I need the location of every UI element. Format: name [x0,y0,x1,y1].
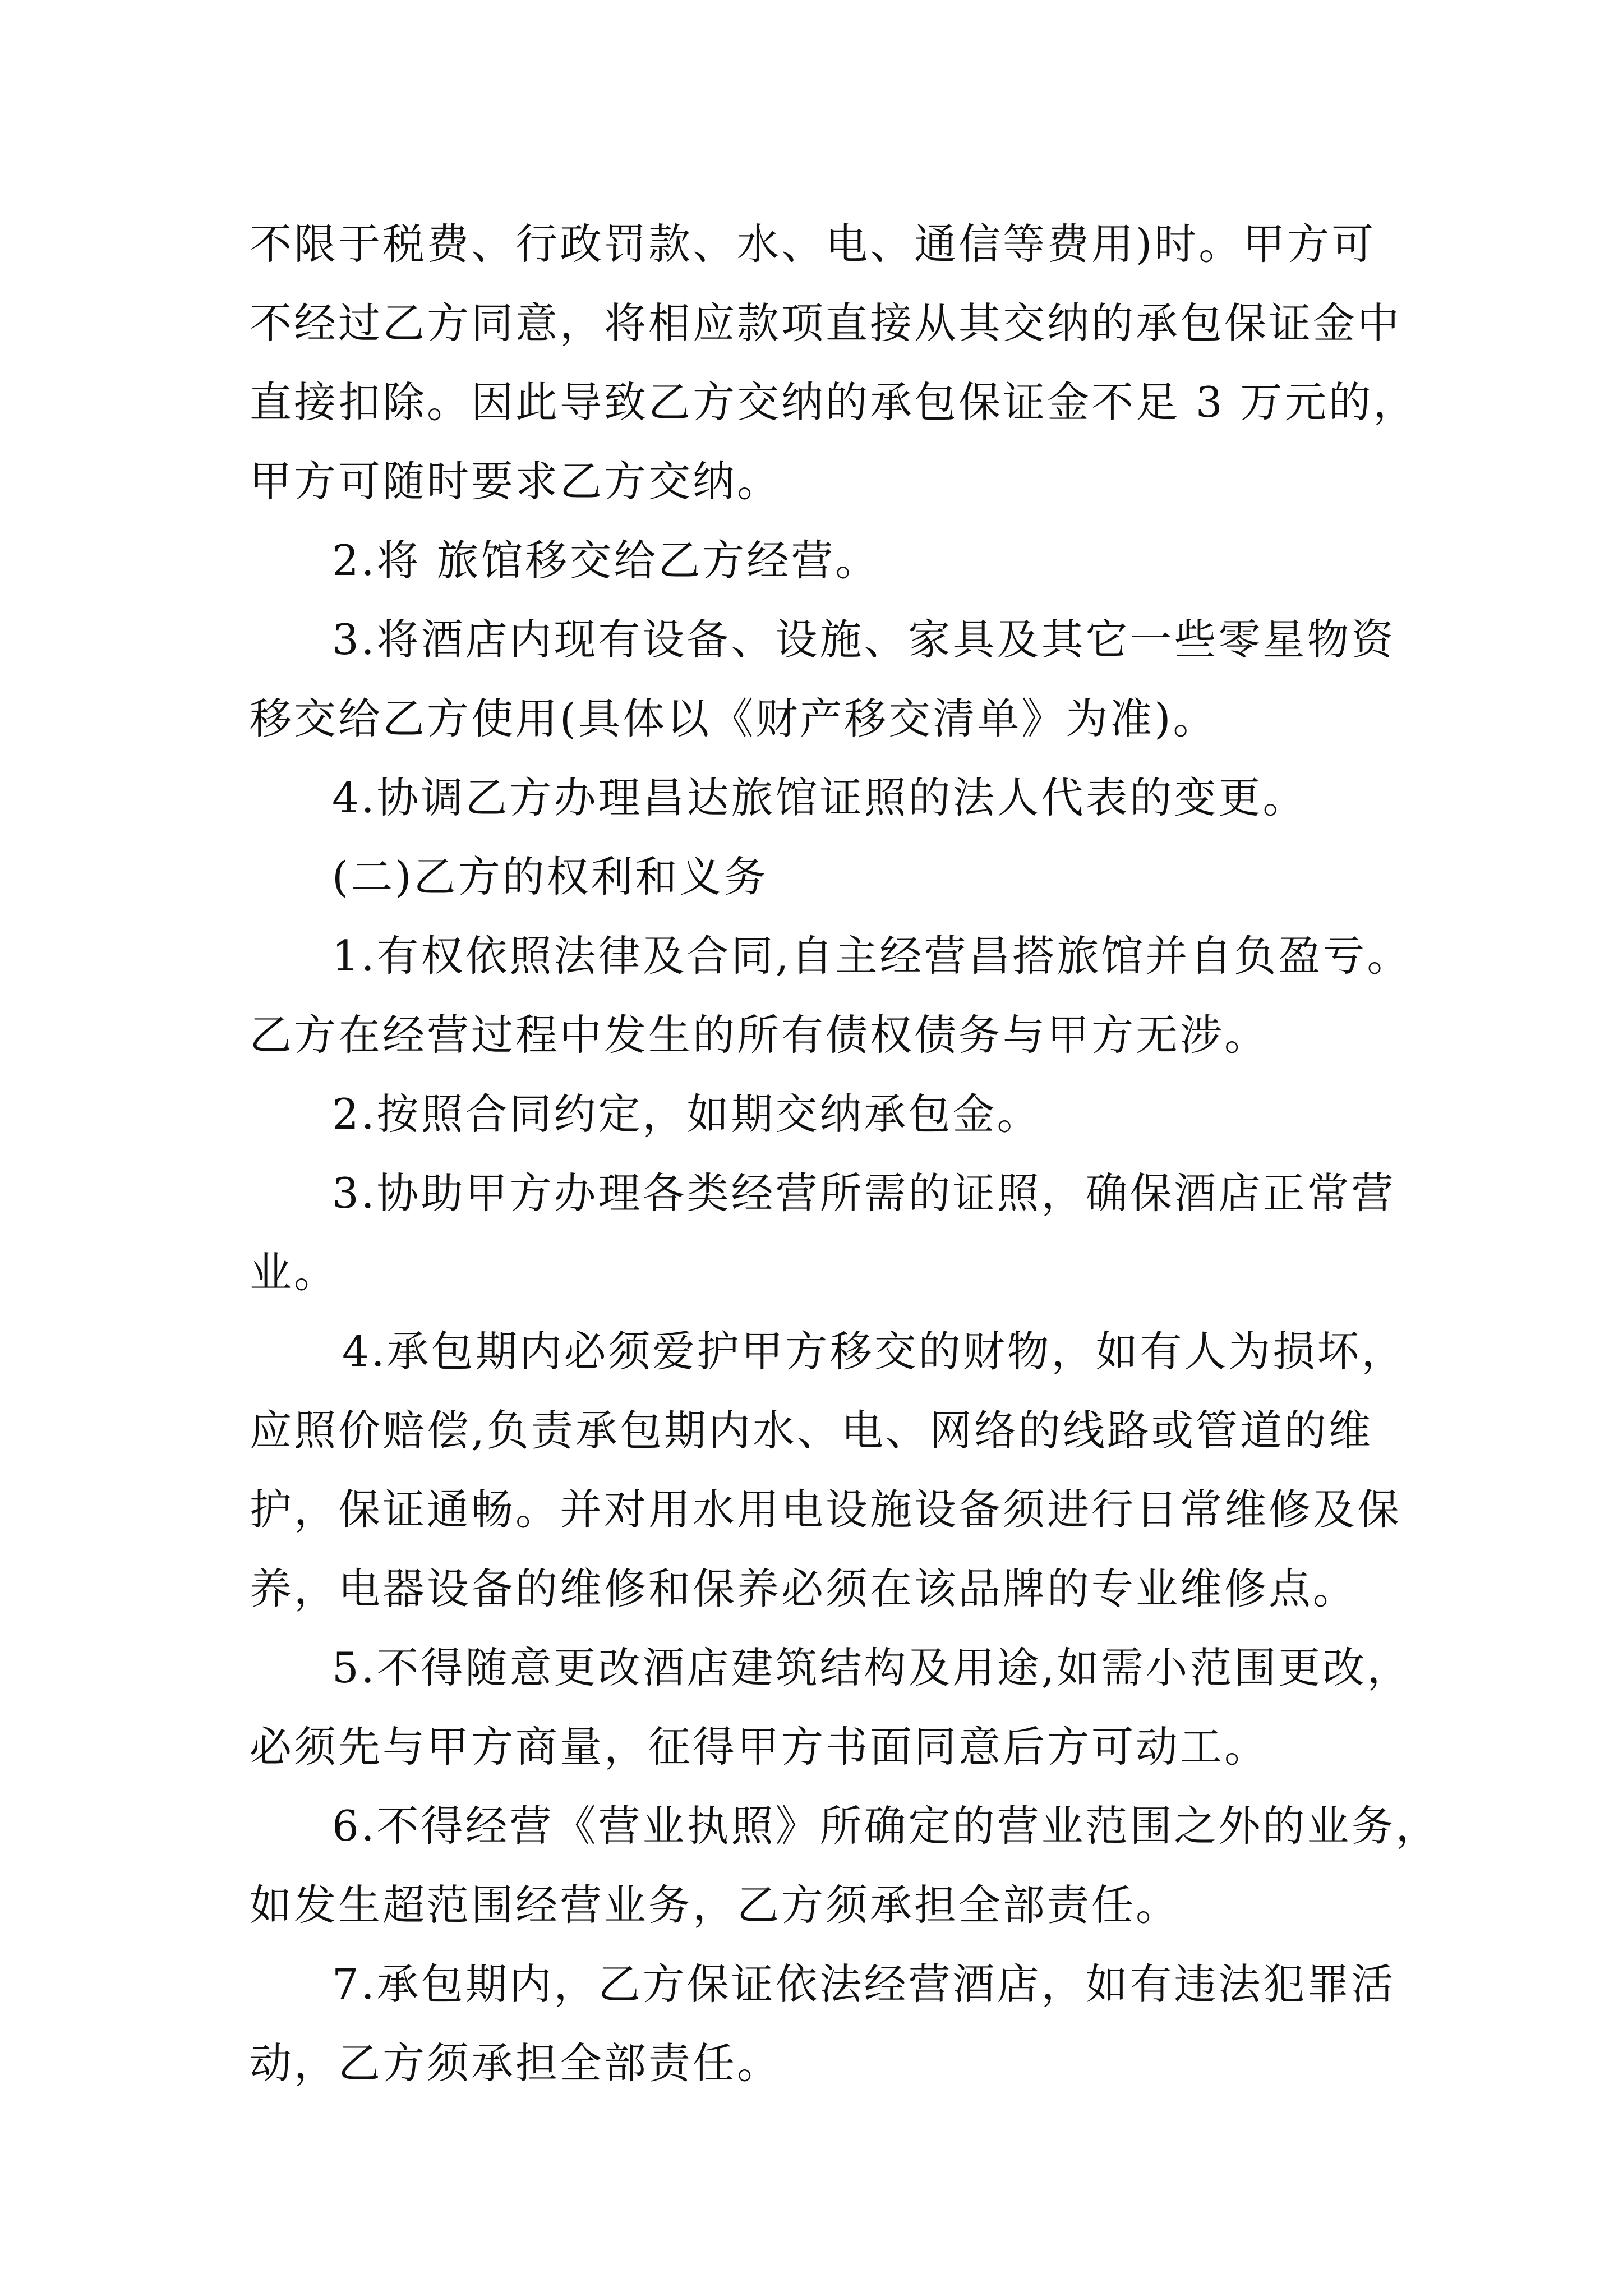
text-line: 移交给乙方使用(具体以《财产移交清单》为准)。 [250,694,1218,743]
text-line: 2.按照合同约定，如期交纳承包金。 [332,1089,1041,1139]
text-line: 不经过乙方同意，将相应款项直接从其交纳的承包保证金中 [250,298,1402,348]
text-line: 养，电器设备的维修和保养必须在该品牌的专业维修点。 [250,1564,1358,1613]
text-line: 业。 [250,1248,339,1297]
text-line: 4.协调乙方办理昌达旅馆证照的法人代表的变更。 [332,773,1307,822]
text-line: 1.有权依照法律及合同,自主经营昌搭旅馆并自负盈亏。 [332,931,1412,981]
text-line: 应照价赔偿,负责承包期内水、电、网络的线路或管道的维 [250,1406,1373,1455]
text-line: 2.将 旅馆移交给乙方经营。 [332,536,880,585]
text-line: 动，乙方须承担全部责任。 [250,2039,782,2088]
text-line: 甲方可随时要求乙方交纳。 [250,457,782,506]
text-line: 6.不得经营《营业执照》所确定的营业范围之外的业务， [332,1801,1440,1851]
text-line: 直接扣除。因此导致乙方交纳的承包保证金不足 3 万元的， [250,378,1418,427]
text-line: 7.承包期内，乙方保证依法经营酒店，如有违法犯罪活 [332,1959,1396,2009]
text-line: 4.承包期内必须爱护甲方移交的财物，如有人为损坏， [342,1327,1406,1376]
text-line: 护，保证通畅。并对用水用电设施设备须进行日常维修及保 [250,1485,1402,1534]
text-line: 5.不得随意更改酒店建筑结构及用途,如需小范围更改， [332,1643,1412,1692]
text-line: 必须先与甲方商量，征得甲方书面同意后方可动工。 [250,1722,1269,1772]
text-line: 乙方在经营过程中发生的所有债权债务与甲方无涉。 [250,1010,1269,1060]
text-line: 3.将酒店内现有设备、设施、家具及其它一些零星物资 [332,615,1396,664]
text-line: 如发生超范围经营业务，乙方须承担全部责任。 [250,1880,1181,1930]
text-line: 3.协助甲方办理各类经营所需的证照，确保酒店正常营 [332,1168,1396,1218]
text-line: 不限于税费、行政罚款、水、电、通信等费用)时。甲方可 [250,219,1376,269]
document-body [250,205,1440,2103]
section-heading: (二)乙方的权利和义务 [332,852,768,901]
